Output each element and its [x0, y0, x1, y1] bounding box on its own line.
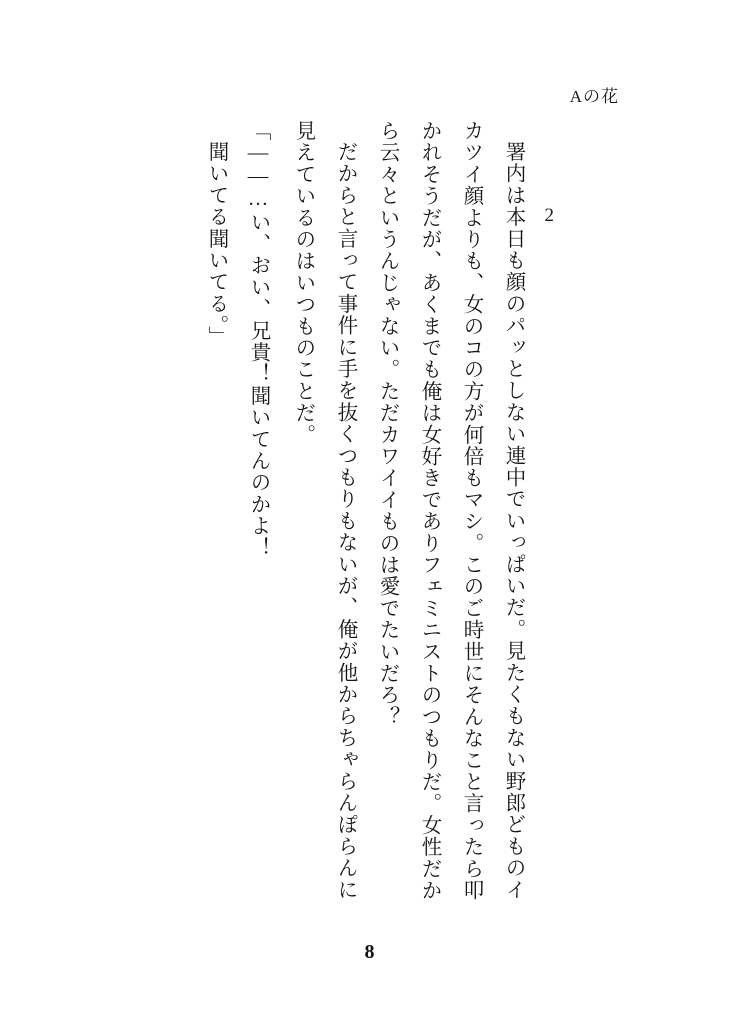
dialogue-line-1: 「――…い、おい、兄貴！聞いてんのかよ！ [247, 120, 270, 559]
chapter-number: 2 [544, 205, 554, 226]
body-paragraph-1: 署内は本日も顔のパッとしない連中でいっぱいだ。見たくもない野郎どものイカツイ顔よりも、女のコの方が何倍もマシ。このご時世にそんなこと言ったら叩かれそうだが、あくまでも俺は女好きでありフェミニストのつもりだ。女性だから云々というんじゃない。ただカワイイものは愛でたいだろ？ [375, 120, 524, 902]
body-text-column [282, 120, 534, 920]
dialogue-column [195, 120, 279, 680]
running-head-title: Aの花 [569, 87, 619, 106]
page-number: 8 [364, 941, 375, 963]
body-paragraph-2: だからと言って事件に手を抜くつもりもないが、俺が他からちゃらんぽらんに見えているのはいつものことだ。 [291, 120, 356, 900]
dialogue-line-2: 聞いてる聞いてる。」 [205, 140, 228, 348]
